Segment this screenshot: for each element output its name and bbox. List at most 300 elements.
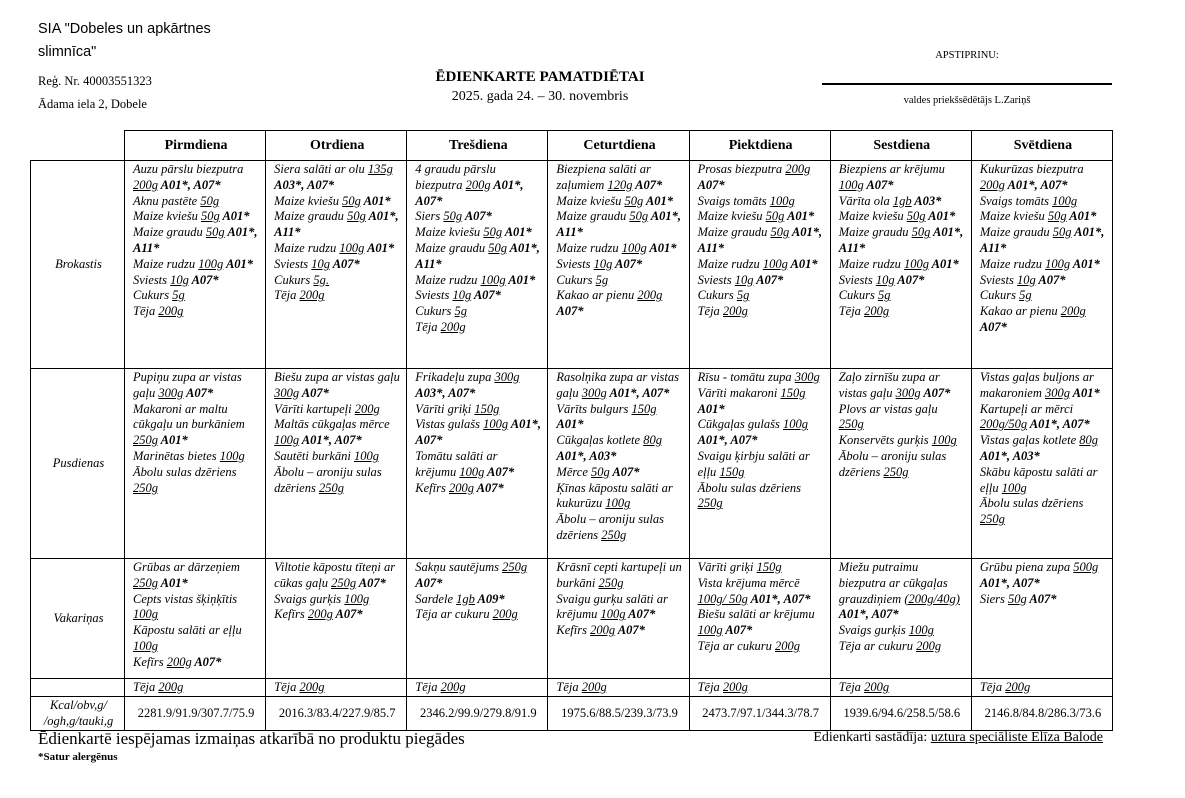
org-line-1: SIA "Dobeles un apkārtnes <box>38 21 211 37</box>
dish-quantity: 100g <box>480 272 506 287</box>
menu-cell <box>830 559 971 679</box>
dish-item <box>133 402 259 449</box>
dish-item <box>274 592 400 608</box>
dish-name: Ābolu sulas dzēriens <box>697 480 802 495</box>
menu-cell <box>548 369 689 559</box>
dish-name: Tēja <box>556 680 582 694</box>
dish-item <box>698 304 824 320</box>
dish-quantity: 250g <box>838 417 864 432</box>
dish-item <box>133 623 259 655</box>
organization-name <box>38 18 211 64</box>
dish-item <box>556 465 682 481</box>
dish-quantity: 200g <box>864 680 890 694</box>
dish-quantity: 200g <box>299 680 325 694</box>
allergen-codes: A07* <box>330 256 360 271</box>
allergen-codes: A07* <box>863 177 894 192</box>
allergen-codes: A01* <box>646 240 677 255</box>
dish-name: Tomātu salāti ar krējumu <box>415 448 498 479</box>
menu-cell <box>266 679 407 697</box>
dish-name: Cukurs <box>415 304 455 319</box>
dish-item <box>698 576 824 608</box>
meal-label: Brokastis <box>31 161 125 369</box>
dish-item <box>698 481 824 513</box>
dish-name: Sviests <box>838 272 876 287</box>
allergen-codes: A07* <box>473 480 504 495</box>
dish-item <box>274 560 400 592</box>
nutrition-label <box>31 697 125 731</box>
allergen-codes: A07* <box>609 464 640 479</box>
dish-item <box>839 370 965 402</box>
menu-cell <box>548 679 689 697</box>
dish-name: Auzu pārslu biezputra <box>133 162 244 176</box>
day-header: Svētdiena <box>971 131 1112 161</box>
dish-name: Maize rudzu <box>274 240 340 255</box>
menu-period: 2025. gada 24. – 30. novembris <box>451 89 629 104</box>
dish-item <box>839 209 965 225</box>
day-header: Sestdiena <box>830 131 971 161</box>
org-details <box>38 70 152 116</box>
menu-cell <box>125 679 266 697</box>
dish-item <box>274 370 400 402</box>
dish-item <box>839 623 965 639</box>
dish-item <box>274 402 400 418</box>
dish-item <box>274 273 400 289</box>
dish-name: Tēja <box>838 304 865 319</box>
dish-item <box>133 225 259 257</box>
dish-item <box>698 449 824 481</box>
dish-name: Viltotie kāpostu tīteņi ar cūkas gaļu <box>274 560 396 590</box>
dish-item <box>133 162 259 194</box>
dish-quantity: 200g <box>722 304 748 319</box>
menu-cell <box>689 679 830 697</box>
dish-name: Miežu putraimu biezputra ar cūkgaļas grauzdiņiem <box>838 560 948 606</box>
menu-cell <box>971 369 1112 559</box>
dish-quantity: 50g <box>200 193 220 208</box>
dish-quantity: 135g <box>367 162 393 176</box>
dish-item <box>415 370 541 402</box>
dish-quantity: 250g <box>883 464 909 479</box>
dish-item <box>698 162 824 194</box>
dish-quantity: 150g <box>756 560 782 574</box>
dish-quantity: 200g <box>979 177 1005 192</box>
dish-item <box>556 288 682 320</box>
dish-name: Cukurs <box>838 288 878 303</box>
dish-item <box>698 639 824 655</box>
dish-name: Tēja <box>133 304 159 319</box>
dish-quantity: 50g <box>629 209 649 224</box>
menu-cell <box>830 369 971 559</box>
dish-quantity: 200g <box>354 401 380 416</box>
dish-item <box>839 257 965 273</box>
dish-name: Siers <box>979 591 1008 606</box>
dish-quantity: 200g <box>775 638 800 653</box>
allergen-codes: A01* <box>928 256 959 271</box>
allergen-codes: A01*, A11* <box>838 225 964 255</box>
dish-item <box>980 370 1106 402</box>
allergen-codes: A01* <box>505 272 536 287</box>
allergen-codes: A01* <box>158 575 188 590</box>
dish-item <box>556 680 682 696</box>
dish-quantity: 250g <box>697 496 723 511</box>
allergen-codes: A07* <box>356 575 386 590</box>
dish-quantity: 150g <box>474 401 500 416</box>
dish-quantity: 250g <box>502 560 528 574</box>
dish-quantity: 200g <box>166 654 192 669</box>
allergen-codes: A07* <box>299 385 329 400</box>
allergen-codes: A07* <box>1026 591 1057 606</box>
dish-quantity: 250g <box>979 512 1005 527</box>
dish-name: Cukurs <box>697 288 737 303</box>
dish-quantity: 200g <box>158 680 184 694</box>
allergen-codes: A01* <box>1070 385 1100 400</box>
dish-item <box>980 225 1106 257</box>
menu-cell <box>971 559 1112 679</box>
dish-quantity: 100g <box>219 448 245 463</box>
dish-name: Maize kviešu <box>979 209 1048 224</box>
dish-item <box>415 209 541 225</box>
dish-item <box>698 680 824 696</box>
dish-quantity: 50g <box>765 209 785 224</box>
dish-item <box>274 257 400 273</box>
allergen-codes: A01*, A07* <box>747 591 811 606</box>
dish-item <box>133 209 259 225</box>
dish-item <box>698 417 824 449</box>
allergen-codes: A01* <box>364 240 395 255</box>
dish-name: Skābu kāpostu salāti ar eļļu <box>979 464 1098 495</box>
dish-item <box>133 655 259 671</box>
dish-item <box>556 592 682 624</box>
dish-item <box>556 370 682 402</box>
dish-quantity: 200g <box>637 288 663 303</box>
dish-quantity: 200g <box>440 319 466 334</box>
menu-cell <box>689 161 830 369</box>
menu-cell <box>125 559 266 679</box>
allergen-codes: A07* <box>188 272 219 287</box>
dish-name: Maize rudzu <box>697 256 763 271</box>
dish-quantity: 50g <box>488 240 507 255</box>
menu-cell <box>548 161 689 369</box>
dish-name: Maize graudu <box>979 225 1053 240</box>
dish-item <box>415 225 541 241</box>
menu-cell <box>125 161 266 369</box>
dish-quantity: 10g <box>1017 272 1036 287</box>
allergen-codes: A01*, A07* <box>415 417 541 448</box>
menu-author <box>813 730 1103 746</box>
dish-name: Svaigs tomāts <box>979 193 1053 208</box>
allergen-codes: A01*, A07* <box>979 575 1040 590</box>
dish-quantity: 300g <box>794 370 820 384</box>
meal-row <box>31 161 1113 369</box>
menu-cell <box>407 559 548 679</box>
dish-item <box>839 449 965 481</box>
dish-name: Vista krējuma mērcē <box>697 575 800 590</box>
dish-quantity: 200g <box>722 680 748 694</box>
dish-name: Grūbas ar dārzeņiem <box>133 560 240 574</box>
dish-quantity: 200g <box>299 288 325 303</box>
dish-quantity: 100g <box>339 240 365 255</box>
dish-item <box>556 433 682 465</box>
dish-item <box>415 592 541 608</box>
dish-name: Svaigu ķirbju salāti ar eļļu <box>697 448 810 479</box>
dish-quantity: 10g <box>593 256 613 271</box>
dish-name: Maize kviešu <box>415 225 484 240</box>
dish-name: Tēja <box>274 288 300 303</box>
approve-label: APSTIPRINU: <box>935 50 999 61</box>
dish-quantity: 100g <box>908 623 934 638</box>
dish-quantity: 250g <box>598 575 624 590</box>
dish-quantity: 200g <box>1005 680 1031 694</box>
dish-quantity: 200g <box>916 638 942 653</box>
dish-quantity: 200g <box>590 623 616 638</box>
menu-table <box>30 130 1113 731</box>
allergen-codes: A07* <box>332 607 363 622</box>
dish-item <box>133 288 259 304</box>
dish-name: Svaigu gurķu salāti ar krējumu <box>556 591 668 622</box>
dish-name: Biezpiena salāti ar zaļumiem <box>556 162 651 192</box>
dish-quantity: 5g <box>454 304 468 319</box>
allergen-codes: A07* <box>612 256 643 271</box>
dish-quantity: 100g <box>697 623 723 638</box>
nutrition-label-line: /ogh,g/tauki,g <box>43 713 114 728</box>
allergen-codes: A01*, A07* <box>838 607 899 622</box>
menu-cell <box>125 369 266 559</box>
dish-name: Maize graudu <box>133 225 206 240</box>
dish-quantity: 50g <box>591 464 610 479</box>
dish-name: Maize kviešu <box>133 209 202 224</box>
dish-item <box>980 680 1106 696</box>
org-line-2: slimnīca" <box>38 44 97 60</box>
dish-quantity: 100g <box>133 607 158 622</box>
dish-item <box>556 512 682 544</box>
dish-item <box>839 560 965 623</box>
dish-quantity: 100g <box>1001 480 1027 495</box>
dish-quantity: 200g <box>465 177 491 192</box>
dish-item <box>980 496 1106 528</box>
day-header: Piektdiena <box>689 131 830 161</box>
dish-name: Makaroni ar maltu cūkgaļu un burkāniem <box>133 401 245 432</box>
allergen-codes: A01*, A11* <box>415 240 540 271</box>
dish-quantity: 80g <box>1079 433 1099 448</box>
dish-name: Maize graudu <box>556 209 630 224</box>
dish-item <box>980 162 1106 194</box>
dish-item <box>415 402 541 418</box>
dish-item <box>556 241 682 257</box>
allergen-codes: A07* <box>979 319 1007 334</box>
dish-item <box>556 402 682 434</box>
dish-name: Maize rudzu <box>838 256 904 271</box>
dish-quantity: 120g <box>607 177 633 192</box>
dish-item <box>556 560 682 592</box>
signature-line <box>822 83 1112 85</box>
dish-name: Mērce <box>556 464 592 479</box>
allergen-codes: A03* <box>911 193 942 208</box>
dish-quantity: 50g <box>201 209 220 224</box>
nutrition-value: 2146.8/84.8/286.3/73.6 <box>971 697 1112 731</box>
dish-quantity: 100g/ 50g <box>697 591 748 606</box>
dish-name: Aknu pastēte <box>133 193 201 208</box>
dish-name: Vistas gulašs <box>415 417 484 432</box>
menu-cell <box>971 679 1112 697</box>
dish-name: Biešu zupa ar vistas gaļu <box>274 370 400 384</box>
dish-quantity: 200g <box>448 480 474 495</box>
day-header: Pirmdiena <box>125 131 266 161</box>
dish-quantity: 150g <box>631 401 657 416</box>
meal-row <box>31 559 1113 679</box>
allergen-codes: A03*, A07* <box>274 177 335 192</box>
dish-name: Siera salāti ar olu <box>274 162 368 176</box>
address: Ādama iela 2, Dobele <box>38 97 147 111</box>
dish-quantity: 100g <box>483 417 509 432</box>
dish-name: Maize rudzu <box>415 272 481 287</box>
dish-quantity: 100g <box>931 433 957 448</box>
dish-item <box>698 288 824 304</box>
dish-quantity: 5g <box>595 272 609 287</box>
dish-item <box>415 241 541 273</box>
allergen-codes: A07* <box>625 607 656 622</box>
dish-quantity: 50g <box>1007 591 1027 606</box>
allergen-codes: A01* <box>223 256 254 271</box>
menu-cell <box>266 369 407 559</box>
dish-name: Maltās cūkgaļas mērce <box>274 417 390 432</box>
dish-item <box>133 257 259 273</box>
dish-name: Biešu salāti ar krējumu <box>697 607 815 622</box>
dish-name: Marinētas bietes <box>133 448 220 463</box>
dish-quantity: 5g <box>172 288 185 303</box>
dish-item <box>980 592 1106 608</box>
dish-quantity: 300g <box>494 370 520 384</box>
dish-name: Tēja <box>415 680 441 694</box>
dish-name: Ābolu – aroniju sulas dzēriens <box>274 464 382 495</box>
dish-item <box>274 162 400 194</box>
dish-item <box>839 402 965 434</box>
allergen-codes: A07* <box>484 464 515 479</box>
allergen-codes: A03*, A07* <box>415 385 476 400</box>
dish-item <box>839 162 965 194</box>
allergen-codes: A01* <box>556 417 584 432</box>
dish-quantity: 50g <box>347 209 366 224</box>
dish-name: Cukurs <box>556 272 596 287</box>
dish-quantity: 100g <box>762 256 788 271</box>
author-name: uztura speciāliste Elīza Balode <box>930 730 1103 745</box>
dish-quantity: 100g <box>838 177 864 192</box>
dish-item <box>839 194 965 210</box>
dish-item <box>980 465 1106 497</box>
allergen-codes: A01*, A11* <box>133 225 258 255</box>
day-header: Trešdiena <box>407 131 548 161</box>
dish-name: Kefīrs <box>415 480 449 495</box>
allergen-codes: A01* <box>697 401 725 416</box>
menu-cell <box>830 679 971 697</box>
dish-name: Kāpostu salāti ar eļļu <box>133 623 242 638</box>
dish-quantity: 500g <box>1073 560 1099 574</box>
allergen-codes: A01*, A11* <box>979 225 1105 255</box>
menu-cell <box>548 559 689 679</box>
dish-name: Svaigs gurķis <box>274 591 345 606</box>
dish-name: Rīsu - tomātu zupa <box>697 370 795 384</box>
dish-item <box>980 304 1106 336</box>
dish-item <box>839 680 965 696</box>
dish-name: Kefīrs <box>133 654 167 669</box>
dish-item <box>556 194 682 210</box>
allergen-codes: A07* <box>632 177 663 192</box>
dish-name: Vistas gaļas kotlete <box>979 433 1080 448</box>
dish-item <box>556 273 682 289</box>
dish-name: Prosas biezputra <box>697 162 786 176</box>
dish-quantity: 1gb <box>892 193 912 208</box>
dish-quantity: 100g <box>274 433 300 448</box>
allergen-codes: A01*, A11* <box>697 225 823 255</box>
allergen-codes: A01* <box>360 193 391 208</box>
allergen-codes: A01*, A03* <box>979 448 1040 463</box>
nutrition-value: 1975.6/88.5/239.3/73.9 <box>548 697 689 731</box>
dish-name: Maize graudu <box>415 240 489 255</box>
dish-name: Maize graudu <box>274 209 348 224</box>
dish-name: Kakao ar pienu <box>979 304 1061 319</box>
dish-quantity: 300g <box>158 385 184 400</box>
allergen-codes: A01*, A07* <box>158 177 221 192</box>
dish-name: 4 graudu pārslu biezputra <box>415 162 496 192</box>
dish-quantity: 250g <box>331 575 357 590</box>
dish-item <box>133 449 259 465</box>
dish-name: Tēja <box>415 319 441 334</box>
allergen-codes: A07* <box>615 623 645 638</box>
dish-name: Cukurs <box>133 288 173 303</box>
dish-quantity: (200g/40g) <box>904 591 960 606</box>
dish-quantity: 50g <box>906 209 926 224</box>
dish-quantity: 250g <box>133 575 158 590</box>
nutrition-value: 2281.9/91.9/307.7/75.9 <box>125 697 266 731</box>
allergen-codes: A01* <box>1066 209 1097 224</box>
dish-quantity: 10g <box>452 288 472 303</box>
dish-item <box>556 481 682 513</box>
dish-name: Sviests <box>133 272 171 287</box>
dish-name: Pupiņu zupa ar vistas gaļu <box>133 370 242 400</box>
allergen-codes: A01* <box>643 193 673 208</box>
dish-name: Ābolu sulas dzēriens <box>979 496 1084 511</box>
approver-name: valdes priekšsēdētājs L.Zariņš <box>903 95 1031 106</box>
dish-name: Cūkgaļas kotlete <box>556 433 644 448</box>
allergen-codes: A01*, A07* <box>299 433 362 448</box>
allergen-codes: A07* <box>697 177 725 192</box>
dish-name: Kakao ar pienu <box>556 288 638 303</box>
dish-name: Tēja ar cukuru <box>838 638 917 653</box>
menu-cell <box>266 161 407 369</box>
dish-name: Ābolu – aroniju sulas dzēriens <box>838 448 947 479</box>
dish-quantity: 100g <box>344 591 370 606</box>
dish-name: Zaļo zirnīšu zupa ar vistas gaļu <box>838 370 940 400</box>
dish-name: Vistas gaļas buljons ar makaroniem <box>979 370 1094 400</box>
dish-quantity: 50g <box>205 225 225 240</box>
dish-name: Tēja <box>697 680 723 694</box>
dish-item <box>556 162 682 194</box>
dish-name: Cukurs <box>274 272 314 287</box>
dish-quantity: 50g <box>770 225 790 240</box>
dish-name: Siers <box>415 209 444 224</box>
menu-cell <box>971 161 1112 369</box>
dish-item <box>415 449 541 481</box>
dish-item <box>556 257 682 273</box>
allergen-codes: A07* <box>722 623 753 638</box>
dish-item <box>698 386 824 418</box>
dish-name: Ābolu – aroniju sulas dzēriens <box>556 512 664 542</box>
dish-quantity: 100g <box>783 417 808 432</box>
dish-quantity: 100g <box>903 256 929 271</box>
dish-quantity: 250g <box>133 480 158 495</box>
dish-item <box>980 433 1106 465</box>
allergen-codes: A01*, A03* <box>556 448 617 463</box>
meal-row <box>31 679 1113 697</box>
document-title: ĒDIENKARTE PAMATDIĒTAI <box>435 69 645 85</box>
